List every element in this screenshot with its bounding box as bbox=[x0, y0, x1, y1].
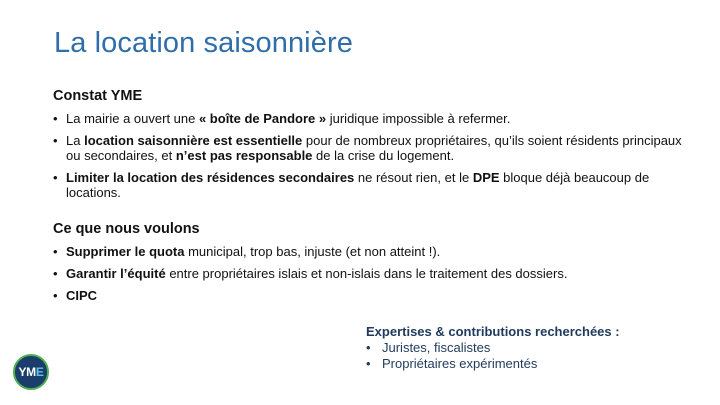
bullet-item bbox=[53, 266, 693, 281]
bullet-item bbox=[53, 111, 693, 126]
bullet-icon: • bbox=[53, 170, 58, 185]
expertise-item-text: Juristes, fiscalistes bbox=[382, 340, 491, 355]
bullet-text: de la crise du logement. bbox=[312, 148, 455, 163]
bullet-text: La mairie a ouvert une bbox=[66, 111, 199, 126]
bullet-item bbox=[53, 288, 693, 303]
bullet-text: La bbox=[66, 133, 85, 148]
bullet-icon: • bbox=[53, 111, 58, 126]
yme-logo bbox=[13, 354, 49, 390]
bullet-text: entre propriétaires islais et non-islais dans le traitement des dossiers. bbox=[165, 266, 568, 281]
bullet-icon: • bbox=[366, 356, 371, 371]
bullet-icon: • bbox=[53, 133, 58, 148]
expertise-item-text: Propriétaires expérimentés bbox=[382, 356, 538, 371]
bullet-item bbox=[53, 133, 693, 163]
bullet-icon: • bbox=[53, 266, 58, 281]
expertise-box bbox=[366, 324, 620, 372]
bullet-text-bold: location saisonnière est essentielle bbox=[84, 133, 303, 148]
expertise-item bbox=[366, 340, 620, 356]
bullet-text-bold: n’est pas responsable bbox=[175, 148, 313, 163]
bullet-text-bold: Limiter la location des résidences secondaires bbox=[66, 170, 355, 185]
bullet-text: municipal, trop bas, injuste (et non atteint !). bbox=[184, 244, 441, 259]
bullet-item bbox=[53, 244, 693, 259]
section-heading-objectifs: Ce que nous voulons bbox=[53, 221, 200, 237]
expertise-list bbox=[366, 340, 620, 372]
bullet-text-bold: DPE bbox=[472, 170, 500, 185]
bullet-text-bold: Garantir l’équité bbox=[66, 266, 166, 281]
bullet-list-objectifs bbox=[53, 244, 693, 310]
bullet-item bbox=[53, 170, 693, 200]
expertise-title: Expertises & contributions recherchées : bbox=[366, 324, 620, 339]
bullet-text: bloque déjà beaucoup de locations. bbox=[66, 170, 650, 200]
slide-title: La location saisonnière bbox=[54, 27, 353, 59]
bullet-icon: • bbox=[366, 340, 371, 355]
bullet-text-bold: « boîte de Pandore » bbox=[198, 111, 327, 126]
bullet-text-bold: CIPC bbox=[66, 288, 98, 303]
logo-text-main: YM bbox=[18, 365, 36, 379]
bullet-text: juridique impossible à refermer. bbox=[326, 111, 511, 126]
logo-text-accent: E bbox=[35, 365, 44, 379]
bullet-text-bold: Supprimer le quota bbox=[66, 244, 185, 259]
section-heading-constat: Constat YME bbox=[53, 88, 143, 104]
bullet-list-constat bbox=[53, 111, 693, 207]
expertise-item bbox=[366, 356, 620, 372]
bullet-icon: • bbox=[53, 244, 58, 259]
bullet-text: pour de nombreux propriétaires, qu’ils soient résidents principaux ou secondaires, et bbox=[66, 133, 682, 163]
bullet-icon: • bbox=[53, 288, 58, 303]
bullet-text: ne résout rien, et le bbox=[354, 170, 473, 185]
